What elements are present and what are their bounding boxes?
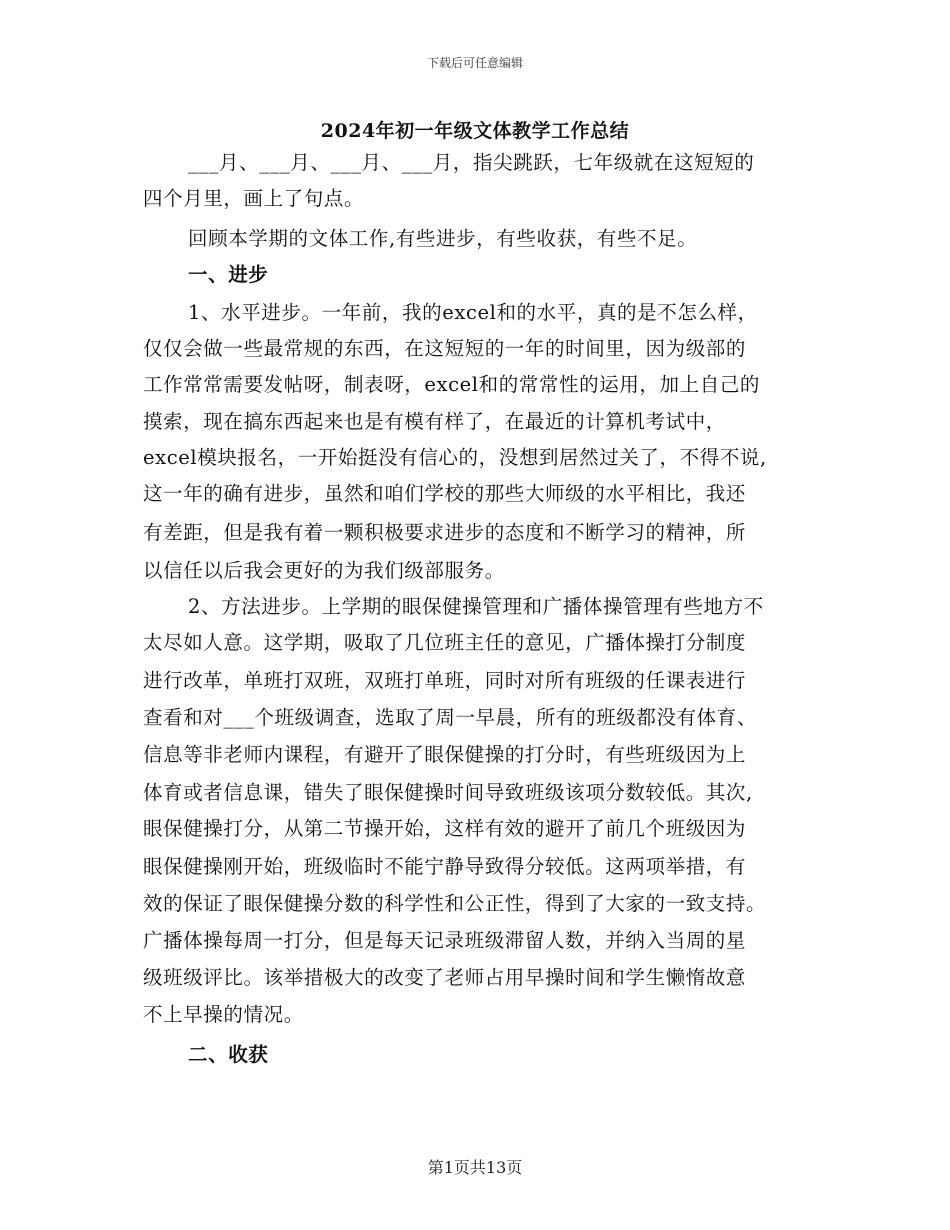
paragraph-line: 查看和对___个班级调查，选取了周一早晨，所有的班级都没有体育、 (143, 706, 757, 729)
paragraph-line: 进行改革，单班打双班，双班打单班，同时对所有班级的任课表进行 (143, 669, 747, 692)
paragraph-line: 不上早操的情况。 (143, 1003, 304, 1026)
paragraph-line: 工作常常需要发帖呀，制表呀，excel和的常常性的运用，加上自己的 (143, 373, 761, 396)
paragraph-line: 眼保健操刚开始，班级临时不能宁静导致得分较低。这两项举措，有 (143, 855, 747, 878)
paragraph-line: 效的保证了眼保健操分数的科学性和公正性，得到了大家的一致支持。 (143, 892, 767, 915)
paragraph-line: 广播体操每周一打分，但是每天记录班级滞留人数，并纳入当周的星 (143, 929, 747, 952)
paragraph-line: 四个月里，画上了句点。 (143, 187, 365, 210)
paragraph-line: 以信任以后我会更好的为我们级部服务。 (143, 559, 505, 582)
paragraph-line: 摸索，现在搞东西起来也是有模有样了，在最近的计算机考试中， (143, 410, 726, 433)
paragraph-line: 级班级评比。该举措极大的改变了老师占用早操时间和学生懒惰故意 (143, 966, 747, 989)
document-title: 2024年初一年级文体教学工作总结 (320, 120, 630, 142)
paragraph-line: 太尽如人意。这学期，吸取了几位班主任的意见，广播体操打分制度 (143, 631, 747, 654)
paragraph-line: 仅仅会做一些最常规的东西，在这短短的一年的时间里，因为级部的 (143, 337, 747, 360)
paragraph-line: excel模块报名，一开始挺没有信心的，没想到居然过关了，不得不说, (143, 446, 767, 469)
paragraph-line: 这一年的确有进步，虽然和咱们学校的那些大师级的水平相比，我还 (143, 482, 747, 505)
paragraph-line: 眼保健操打分，从第二节操开始，这样有效的避开了前几个班级因为 (143, 817, 747, 840)
paragraph-line: 2、方法进步。上学期的眼保健操管理和广播体操管理有些地方不 (188, 595, 764, 618)
paragraph-line: 有差距，但是我有着一颗积极要求进步的态度和不断学习的精神，所 (143, 521, 747, 544)
paragraph-line: ___月、___月、___月、___月，指尖跳跃，七年级就在这短短的 (188, 151, 755, 174)
page-number: 第1页共13页 (427, 1158, 523, 1177)
paragraph-line: 体育或者信息课，错失了眼保健操时间导致班级该项分数较低。其次, (143, 781, 753, 804)
section-heading: 一、进步 (188, 263, 269, 286)
paragraph-line: 1、水平进步。一年前，我的excel和的水平，真的是不怎么样， (188, 301, 758, 324)
section-heading: 二、收获 (188, 1043, 269, 1066)
paragraph-line: 信息等非老师内课程，有避开了眼保健操的打分时，有些班级因为上 (143, 743, 747, 766)
paragraph-line: 回顾本学期的文体工作,有些进步，有些收获，有些不足。 (188, 227, 698, 250)
header-note: 下载后可任意编辑 (426, 56, 523, 70)
